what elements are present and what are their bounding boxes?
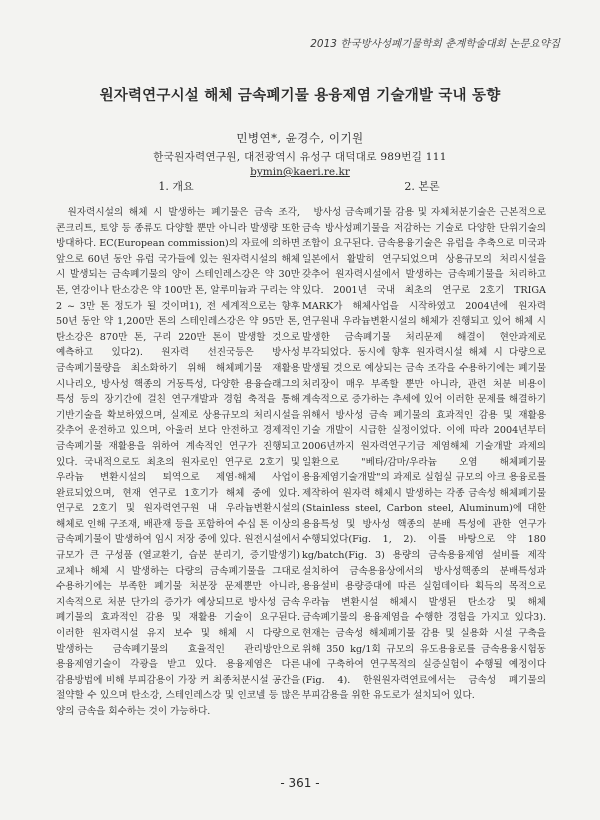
overview-paragraph: 원자력시설의 해체 시 발생하는 폐기물은 금속 조각, 콘크리트, 토양 등 종류도 다양할 뿐만 아니라 발생량 또한 방대하다. EC(European commission)의 자료에 의하면 앞으로 60년 동안 유럽 국가들에 있는 원자력시설의 해체 시 발생되는 금속폐기물의 양이 스테인레스강은 약 30만 톤, 연강이나 탄소강은 약 100만 톤, 알루미늄과 구리는 약 2 ~ 3만 톤 정도가 될 것이며1), 전 세계적으로는 향후 50년 동안 약 1,200만 톤의 스테인레스강은 약 95만 톤, 탄소강은 870만 톤, 구리 220만 톤이 발생할 것으로 예측하고 있다2). 원자력 선진국등은 방사성 금속폐기물량을 최소화하기 위해 해체폐기물 재활용 시나리오, 방사성 핵종의 거동특성, 다양한 용융슬래그의 특성 등의 장기간에 걸친 연구개발과 경험 축적을 통해 기반기술을 확보하였으며, 실제로 상용규모의 처리시설을 갖추어 운전하고 있으며, 아울러 보다 안전하고 경제적인 금속폐기물 재활용을 위하여 계속적인 연구가 진행되고 있다. 국내적으로도 최초의 원자로인 연구로 2호기 및 우라늄 변환시설의 퇴역으로 제염·해체 사업이 완료되었으며, 현재 연구로 1호기가 해체 중에 있다. 연구로 2호기 및 원자력연구원 내 우라늄변환시설의 해체로 인해 구조재, 배관재 등을 포함하여 수십 톤 이상의 금속폐기물이 발생하여 임시 저장 중에 있다. 원전시설에서 규모가 큰 구성품 (열교환기, 습분 분리기, 증기발생기) 교체나 해체 시 발생하는 다량의 금속폐기물을 그대로 수용하기에는 부족한 폐기물 처분장 문제뿐만 아니라, 지속적으로 처분 단가의 증가가 예상되므로 방사성 금속 폐기물의 효과적인 감용 및 재활용 기술이 요구된다. 이러한 원자력시설 유지 보수 및 해체 시 다량으로 발생하는 금속폐기물의 효율적인 관리방안으로 용융제염기술이 각광을 받고 있다. 용융제염은 다른 감용방법에 비해 부피감용이 가장 커 최종처분시설 공간을 절약할 수 있으며 탄소강, 스테인레스강 및 인코넬 등 많은 양의 금속을 회수하는 것이 가능하다. bbox=[56, 207, 300, 717]
paper-title: 원자력연구시설 해체 금속폐기물 용융제염 기술개발 국내 동향 bbox=[99, 87, 501, 104]
running-header: 2013 한국방사성폐기물학회 춘계학술대회 논문요약집 bbox=[310, 38, 560, 50]
section-heading-overview: 1. 개요 bbox=[158, 180, 194, 193]
page-number: - 361 - bbox=[280, 776, 320, 790]
author-list: 민병연*, 윤경수, 이기원 bbox=[236, 131, 364, 145]
section-heading-main: 2. 본론 bbox=[404, 180, 440, 193]
main-body-paragraph: 방사성 금속폐기물 감용 및 자체처분기술은 근본적으로 금속 방사성폐기물을 저감하는 기술로 다양한 단위기술의 조합이 요구된다. 금속용융기술은 유럽을 추축으로 미국과 일본에서 활발히 연구되었으며 상용규모의 처리시설을 갖추어 원자력시설에서 발생하는 금속폐기물을 처리하고 있다. 2001년 국내 최초의 연구로 2호기 TRIGA MARK가 해체사업을 시작하였고 2004년에 원자력 연구원내 우라늄변환시설의 해체가 진행되고 있어 해체 시 발생한 금속폐기물 처리문제 해결이 현안과제로 부각되었다. 동시에 향후 원자력시설 해체 시 다량으로 발생될 것으로 예상되는 금속 조각을 수용하기에는 폐기물 처리장이 매우 부족할 뿐만 아니라, 관련 처분 비용이 계속적으로 증가하는 추세에 있어 이러한 문제를 해결하기 위해서 방사성 금속 폐기물의 효과적인 감용 및 재활용 기술 개발이 시급한 실정이었다. 이에 따라 2004년부터 2006년까지 원자력연구기금 제염해체 기술개발 과제의 일환으로 "베타/감마/우라늄 오염 해체폐기물 용융제염기술개발"의 과제로 실험실 규모의 아크 용융로를 제작하여 원자력 해체시 발생하는 각종 금속성 해체폐기물 (Stainless steel, Carbon steel, Aluminum)에 대한 용융특성 및 방사성 핵종의 분배 특성에 관한 연구가 수행되었다(Fig. 1, 2). 이를 바탕으로 약 180 kg/batch(Fig. 3) 용량의 금속용융제염 설비를 제작 설치하여 금속용융상에서의 방사성핵종의 분배특성과 용융설비 용량증대에 따른 실험데이타 획득의 목적으로 우라늄 변환시설 해체시 발생된 탄소강 및 해체 금속폐기물의 용융제염을 수행한 경험을 가지고 있다3). 현재는 금속성 해체폐기물 감용 및 실용화 시설 구축을 위해 350 kg/1회 규모의 유도용융로를 금속용융시험동 내에 구축하여 연구목적의 실증실험이 수행될 예정이다(Fig. 4). 한원원자력연료에서는 금속성 폐기물의 부피감용을 위한 유도로가 설치되어 있다. bbox=[302, 207, 546, 702]
right-column bbox=[302, 205, 546, 735]
left-column bbox=[56, 205, 300, 767]
author-email: bymin@kaeri.re.kr bbox=[250, 166, 350, 178]
affiliation: 한국원자력연구원, 대전광역시 유성구 대덕대로 989번길 111 bbox=[153, 151, 447, 163]
